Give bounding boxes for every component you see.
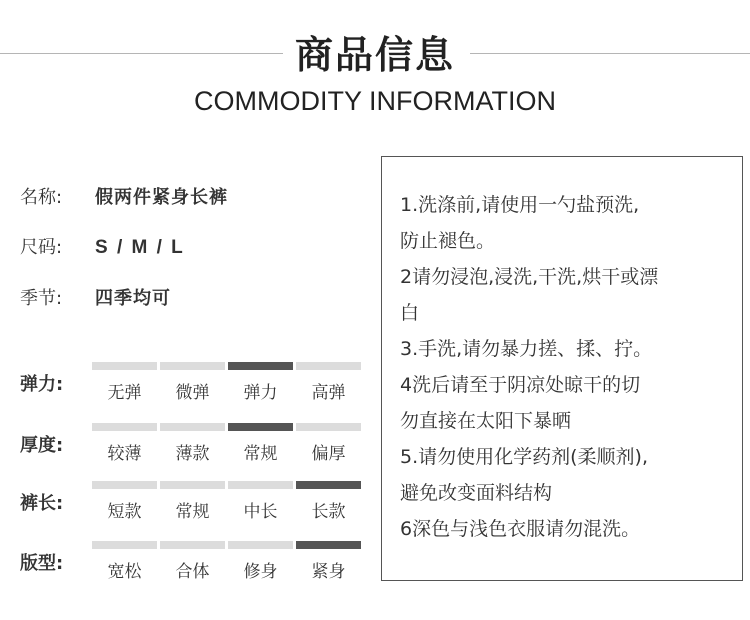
attribute-option: 修身 bbox=[243, 562, 278, 582]
care-instructions-box bbox=[381, 156, 743, 581]
attribute-option: 常规 bbox=[243, 444, 278, 464]
attribute-option: 较薄 bbox=[107, 444, 142, 464]
attribute-option: 中长 bbox=[243, 502, 278, 522]
care-line: 防止褪色。 bbox=[400, 230, 496, 252]
attribute-thickness bbox=[20, 423, 365, 473]
attribute-option: 紧身 bbox=[311, 562, 346, 582]
care-line: 白 bbox=[400, 302, 420, 324]
attribute-label: 厚度: bbox=[20, 435, 64, 456]
scale-bar bbox=[228, 541, 293, 549]
scale-bar bbox=[160, 423, 225, 431]
attribute-option: 合体 bbox=[175, 562, 210, 582]
attribute-option: 微弹 bbox=[175, 383, 210, 403]
info-value: 四季均可 bbox=[95, 288, 171, 309]
info-row-name bbox=[20, 183, 228, 209]
care-line: 勿直接在太阳下暴晒 bbox=[400, 410, 572, 432]
scale-bar bbox=[92, 541, 157, 549]
info-label: 季节: bbox=[20, 288, 63, 309]
attribute-fit bbox=[20, 541, 365, 591]
attribute-option: 高弹 bbox=[311, 383, 346, 403]
attribute-option: 宽松 bbox=[107, 562, 142, 582]
attribute-label: 弹力: bbox=[20, 374, 64, 395]
care-line: 4洗后请至于阴凉处晾干的切 bbox=[400, 374, 641, 396]
info-row-season bbox=[20, 284, 171, 310]
scale-bar bbox=[296, 423, 361, 431]
care-line: 5.请勿使用化学药剂(柔顺剂), bbox=[400, 446, 648, 468]
attribute-option: 无弹 bbox=[107, 383, 142, 403]
scale-bar bbox=[296, 541, 361, 549]
care-line: 3.手洗,请勿暴力搓、揉、拧。 bbox=[400, 338, 653, 360]
attribute-option: 短款 bbox=[107, 502, 142, 522]
info-label: 尺码: bbox=[20, 237, 63, 258]
scale-bar bbox=[92, 481, 157, 489]
info-label: 名称: bbox=[20, 187, 63, 208]
attribute-elasticity bbox=[20, 362, 365, 412]
scale-bar bbox=[296, 481, 361, 489]
attribute-option: 偏厚 bbox=[311, 444, 346, 464]
attribute-option: 长款 bbox=[311, 502, 346, 522]
attribute-scale bbox=[92, 481, 361, 489]
attribute-label: 版型: bbox=[20, 553, 64, 574]
attribute-label: 裤长: bbox=[20, 493, 64, 514]
attribute-scale bbox=[92, 423, 361, 431]
section-title-cn: 商品信息 bbox=[294, 32, 455, 77]
attribute-scale bbox=[92, 541, 361, 549]
scale-bar bbox=[92, 423, 157, 431]
attribute-option: 常规 bbox=[175, 502, 210, 522]
care-line: 2请勿浸泡,浸洗,干洗,烘干或漂 bbox=[400, 266, 659, 288]
scale-bar bbox=[160, 541, 225, 549]
care-line: 避免改变面料结构 bbox=[400, 482, 553, 504]
scale-bar bbox=[296, 362, 361, 370]
scale-bar bbox=[228, 362, 293, 370]
section-title-en: COMMODITY INFORMATION bbox=[194, 86, 556, 116]
scale-bar bbox=[92, 362, 157, 370]
scale-bar bbox=[228, 481, 293, 489]
care-line: 6深色与浅色衣服请勿混洗。 bbox=[400, 518, 641, 540]
attribute-option: 薄款 bbox=[175, 444, 210, 464]
attribute-length bbox=[20, 481, 365, 531]
scale-bar bbox=[160, 362, 225, 370]
attribute-option: 弹力 bbox=[243, 383, 278, 403]
info-row-size bbox=[20, 233, 185, 259]
info-value: 假两件紧身长裤 bbox=[95, 187, 228, 208]
attribute-scale bbox=[92, 362, 361, 370]
care-line: 1.洗涤前,请使用一勺盐预洗, bbox=[400, 194, 640, 216]
info-value: S / M / L bbox=[95, 237, 185, 258]
scale-bar bbox=[160, 481, 225, 489]
scale-bar bbox=[228, 423, 293, 431]
